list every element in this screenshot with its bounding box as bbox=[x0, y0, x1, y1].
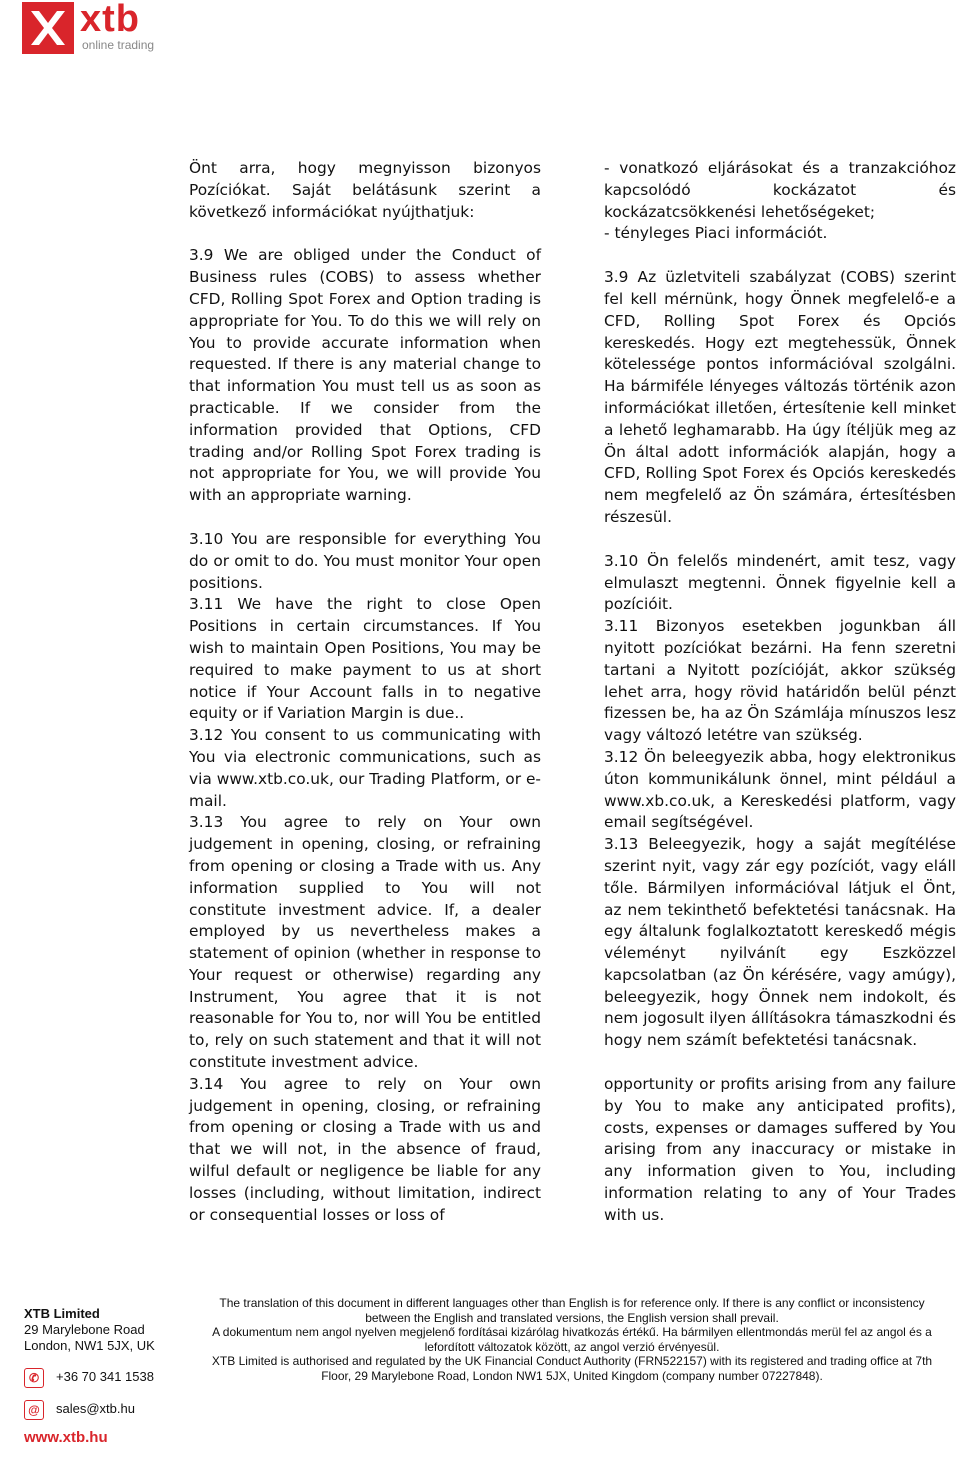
right-clause-3-14-continued: opportunity or profits arising from any failure by You to make any anticipated profits), costs, expenses or damages suffered by You arising from any inaccuracy or mistake in any information given to You, including information relating to any of Your Trades with us. bbox=[604, 1075, 956, 1224]
logo-brand: xtb bbox=[80, 0, 140, 40]
footer-legal bbox=[196, 1296, 948, 1384]
footer-phone-row bbox=[24, 1368, 184, 1390]
right-intro-1: - vonatkozó eljárásokat és a tranzakcióhoz kapcsolódó kockázatot és kockázatcsökkenési lehetőségeket; bbox=[604, 159, 956, 221]
right-clause-3-11: 3.11 Bizonyos esetekben jogunkban áll nyitott pozíciókat bezárni. Ha fenn szeretni tartani a Nyitott pozícióját, akkor szükség lehet arra, hogy rövid határidőn belül pénzt fizessen be, ha az Ön Számlája mínuszos lesz vagy változó letétre van szükség. bbox=[604, 617, 956, 745]
footer-email-row bbox=[24, 1400, 184, 1422]
right-clause-3-13: 3.13 Beleegyezik, hogy a saját megítélése szerint nyit, vagy zár egy pozíciót, vagy eláll tőle. Bármilyen információval látjuk el Önt, az nem tekinthető befektetési tanácsnak. Ha egy általunk foglalkoztatott kereskedő mégis véleményt nyilvánít egy Eszközzel kapcsolatban (az Ön kérésére, vagy amúgy), beleegyezik, hogy Önnek nem indokolt, és nem jogosult ilyen állításokra támaszkodni és hogy nem számít befektetési tanácsnak. bbox=[604, 835, 956, 1050]
right-column-hungarian bbox=[604, 158, 956, 1227]
left-clause-3-11: 3.11 We have the right to close Open Positions in certain circumstances. If You wish to maintain Open Positions, You may be required to make payment to us at short notice if Your Account falls in to negative equity or if Variation Margin is due.. bbox=[189, 595, 541, 723]
footer-address-line-1: 29 Marylebone Road bbox=[24, 1322, 145, 1337]
right-clause-3-9: 3.9 Az üzletviteli szabályzat (COBS) szerint fel kell mérnünk, hogy Önnek megfelelő-e a CFD, Rolling Spot Forex és Opciós kereskedés. Hogy ezt megtehessük, Önnek kötelessége pontos információval szolgálni. Ha bármiféle lényeges változás történik azon információkat illetően, értesítenie kell minket a lehető leghamarabb. Ha úgy ítéljük meg az Ön által adott információk alapján, hogy a CFD, Rolling Spot Forex és Opciós kereskedés nem megfelelő az Ön számára, értesítésben részesül. bbox=[604, 268, 956, 526]
at-sign-icon: @ bbox=[24, 1400, 44, 1420]
xtb-logo bbox=[22, 2, 172, 54]
left-clause-3-12: 3.12 You consent to us communicating with You via electronic communications, such as via www.xtb.co.uk, our Trading Platform, or e-mail. bbox=[189, 726, 541, 810]
footer-contact bbox=[24, 1306, 174, 1446]
left-clause-3-9: 3.9 We are obliged under the Conduct of Business rules (COBS) to assess whether CFD, Rolling Spot Forex and Option trading is appropriate for You. To do this we will rely on You to provide accurate information when requested. If there is any material change to that information You must tell us as soon as practicable. If we consider from the information provided that Options, CFD trading and/or Rolling Spot Forex trading is not appropriate for You, we will provide You with an appropriate warning. bbox=[189, 246, 541, 505]
left-clause-3-13: 3.13 You agree to rely on Your own judgement in opening, closing, or refraining from opening or closing a Trade with us. Any information supplied to You will not constitute investment advice. If, a dealer employed by us nevertheless makes a statement of opinion (whether in response to Your request or otherwise) regarding any Instrument, You agree that it is not reasonable for You to, nor will You be entitled to, rely on such statement and that it will not constitute investment advice. bbox=[189, 813, 541, 1072]
left-clause-3-10: 3.10 You are responsible for everything You do or omit to do. You must monitor Your open positions. bbox=[189, 529, 541, 592]
right-clause-3-10: 3.10 Ön felelős mindenért, amit tesz, vagy elmulaszt megtenni. Önnek figyelnie kell a pozícióit. bbox=[604, 551, 956, 614]
footer-address-line-2: London, NW1 5JX, UK bbox=[24, 1338, 155, 1353]
footer-disclaimer-hungarian: A dokumentum nem angol nyelven megjelenő fordításai kizárólag hivatkozás értékű. Ha bármilyen ellentmondás merül fel az angol és a lefordított változatok között, az angol verzió érvényesül. bbox=[212, 1325, 932, 1354]
footer-disclaimer-english: The translation of this document in different languages other than English is for reference only. If there is any conflict or inconsistency between the English and translated versions, the English version shall prevail. bbox=[219, 1296, 925, 1325]
phone-icon: ✆ bbox=[24, 1368, 44, 1388]
footer-website-link[interactable]: www.xtb.hu bbox=[24, 1429, 108, 1446]
left-column-english bbox=[189, 158, 541, 1226]
logo-tagline: online trading bbox=[82, 38, 155, 52]
right-intro-2: - tényleges Piaci információt. bbox=[604, 224, 828, 243]
footer-phone: +36 70 341 1538 bbox=[56, 1369, 154, 1384]
footer-email[interactable]: sales@xtb.hu bbox=[56, 1401, 135, 1416]
footer-regulation: XTB Limited is authorised and regulated by the UK Financial Conduct Authority (FRN522157) with its registered and trading office at 7th Floor, 29 Marylebone Road, London NW1 5JX, United Kingdom (company number 07227848). bbox=[211, 1354, 933, 1383]
left-clause-3-14: 3.14 You agree to rely on Your own judgement in opening, closing, or refraining from opening or closing a Trade with us and that we will not, in the absence of fraud, wilful default or negligence be liable for any losses (including, without limitation, indirect or consequential losses or loss of bbox=[189, 1074, 541, 1224]
left-intro: Önt arra, hogy megnyisson bizonyos Pozíciókat. Saját belátásunk szerint a következő információkat nyújthatjuk: bbox=[189, 159, 541, 221]
footer-company-name: XTB Limited bbox=[24, 1306, 100, 1321]
xtb-logo-x-icon bbox=[22, 2, 74, 54]
right-clause-3-12: 3.12 Ön beleegyezik abba, hogy elektronikus úton kommunikálunk önnel, mint például a www.xb.co.uk, a Kereskedési platform, vagy email segítségével. bbox=[604, 747, 956, 832]
